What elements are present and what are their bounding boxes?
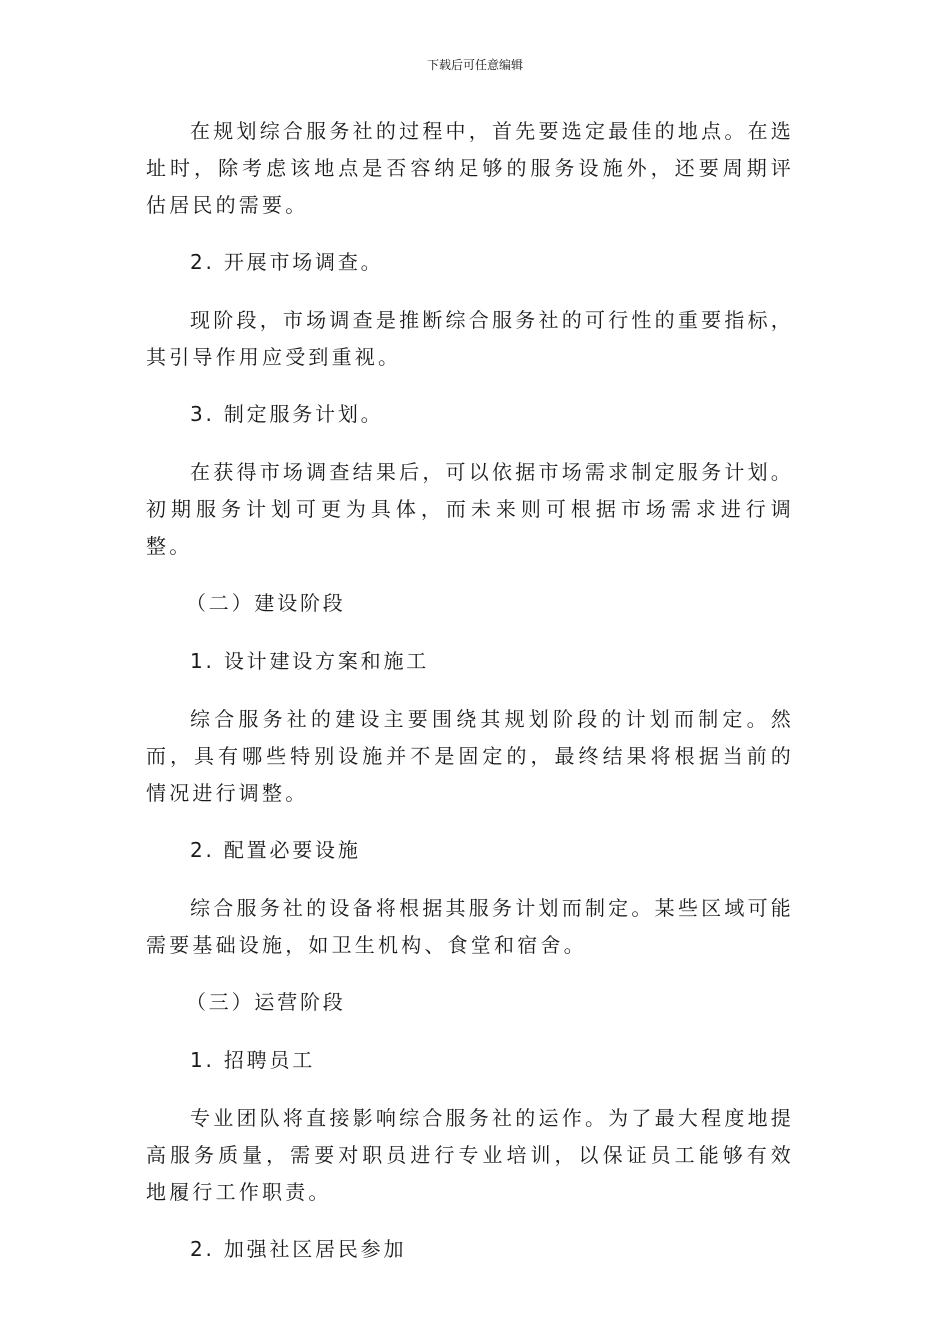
paragraph-construction: 综合服务社的建设主要围绕其规划阶段的计划而制定。然而，具有哪些特别设施并不是固定的，最终结果将根据当前的情况进行调整。 [146,707,794,805]
spacer [146,869,794,890]
spacer [146,433,794,454]
paragraph-staff-training: 专业团队将直接影响综合服务社的运作。为了最大程度地提高服务质量，需要对职员进行专业培训，以保证员工能够有效地履行工作职责。 [146,1106,794,1204]
spacer [146,281,794,302]
list-item-service-plan: 3. 制定服务计划。 [190,402,384,426]
spacer [146,964,794,984]
list-item-resident-participation: 2. 加强社区居民参加 [190,1237,407,1261]
section-heading-operation: （三）运营阶段 [186,990,346,1014]
paragraph-service-plan: 在获得市场调查结果后，可以依据市场需求制定服务计划。初期服务计划可更为具体，而未来则可根据市场需求进行调整。 [146,460,794,558]
spacer [146,565,794,585]
spacer [146,376,794,396]
spacer [146,1211,794,1231]
spacer [146,812,794,832]
page-header: 下载后可任意编辑 [426,58,523,72]
section-heading-construction: （二）建设阶段 [186,591,346,615]
paragraph-site-selection: 在规划综合服务社的过程中，首先要选定最佳的地点。在选址时，除考虑该地点是否容纳足够的服务设施外，还要周期评估居民的需要。 [146,119,794,217]
spacer [146,224,794,244]
paragraph-market-survey: 现阶段，市场调查是推断综合服务社的可行性的重要指标，其引导作用应受到重视。 [146,308,794,369]
spacer [146,1021,794,1042]
list-item-recruit-staff: 1. 招聘员工 [190,1048,316,1072]
spacer [146,1079,794,1100]
document-body [146,113,794,1268]
spacer [146,622,794,643]
list-item-design-construction: 1. 设计建设方案和施工 [190,649,430,673]
list-item-facilities: 2. 配置必要设施 [190,838,361,862]
spacer [146,680,794,701]
list-item-market-survey: 2. 开展市场调查。 [190,250,384,274]
paragraph-facilities: 综合服务社的设备将根据其服务计划而制定。某些区域可能需要基础设施，如卫生机构、食堂和宿舍。 [146,896,794,957]
